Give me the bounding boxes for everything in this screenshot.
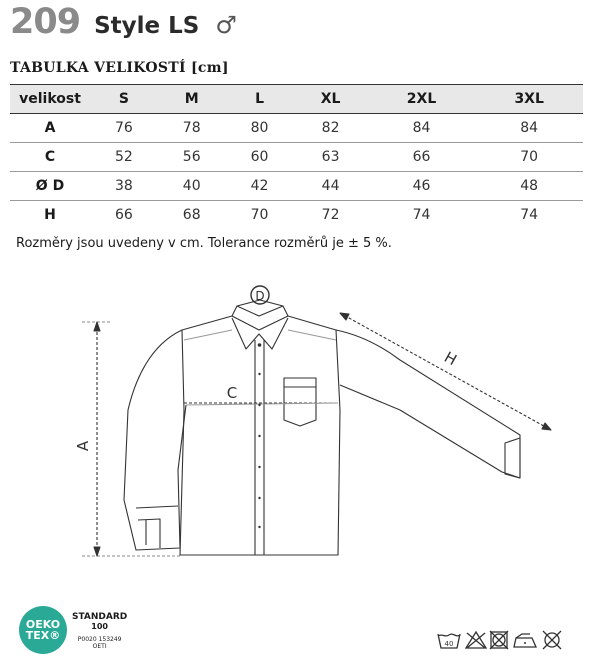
label-d: D bbox=[255, 289, 265, 303]
label-h: H bbox=[441, 348, 460, 370]
table-cell: 78 bbox=[158, 114, 226, 143]
care-symbols bbox=[436, 630, 572, 652]
column-header: XL bbox=[293, 85, 367, 114]
no-bleach-icon bbox=[466, 632, 486, 648]
table-cell: 38 bbox=[90, 172, 158, 201]
wash-40-icon bbox=[438, 634, 460, 648]
table-cell: 44 bbox=[293, 172, 367, 201]
measure-h-line bbox=[340, 313, 551, 430]
male-symbol-icon: ♂ bbox=[215, 11, 237, 39]
oeko-tex-logo-icon bbox=[19, 606, 67, 654]
product-name: Style LS bbox=[94, 13, 200, 39]
wash-temp: 40 bbox=[444, 640, 454, 648]
table-cell: 70 bbox=[250, 207, 269, 223]
table-cell: 40 bbox=[158, 172, 226, 201]
table-cell: 70 bbox=[475, 143, 583, 172]
column-header: M bbox=[158, 85, 226, 114]
label-a: A bbox=[74, 440, 92, 452]
shirt-buttons bbox=[258, 343, 262, 528]
oeko-institute: OETI bbox=[92, 643, 107, 650]
oeko-certificate: P0020 153249 bbox=[77, 636, 122, 643]
shirt-body bbox=[124, 300, 520, 555]
table-row bbox=[10, 143, 583, 172]
row-label: Ø D bbox=[10, 172, 90, 201]
table-cell: 48 bbox=[475, 172, 583, 201]
table-cell: 84 bbox=[475, 114, 583, 143]
table-cell: 84 bbox=[368, 114, 476, 143]
no-tumble-dry-icon bbox=[490, 631, 508, 649]
column-header: velikost bbox=[10, 85, 90, 114]
oeko-tex-info bbox=[72, 612, 127, 650]
product-header bbox=[10, 2, 237, 44]
oeko-standard: STANDARD bbox=[72, 612, 128, 622]
oeko-standard-number: 100 bbox=[91, 622, 108, 631]
column-header: 2XL bbox=[368, 85, 476, 114]
table-cell: 72 bbox=[321, 207, 340, 223]
table-row bbox=[10, 114, 583, 143]
table-cell: 82 bbox=[293, 114, 367, 143]
size-table-title: TABULKA VELIKOSTÍ [cm] bbox=[10, 60, 229, 76]
column-header: S bbox=[90, 85, 158, 114]
table-cell: 80 bbox=[226, 114, 294, 143]
tolerance-note: Rozměry jsou uvedeny v cm. Tolerance rozměrů je ± 5 %. bbox=[16, 236, 392, 251]
table-cell: 42 bbox=[226, 172, 294, 201]
table-row bbox=[10, 201, 583, 230]
oeko-logo-line1: OEKO bbox=[25, 618, 61, 631]
no-dry-clean-icon bbox=[543, 631, 561, 649]
table-cell: 46 bbox=[368, 172, 476, 201]
table-cell: 66 bbox=[368, 143, 476, 172]
table-cell: 76 bbox=[90, 114, 158, 143]
table-cell: 68 bbox=[182, 207, 201, 223]
iron-low-icon bbox=[514, 634, 536, 647]
column-header: 3XL bbox=[475, 85, 583, 114]
row-label: H bbox=[44, 207, 56, 223]
table-cell: 74 bbox=[412, 207, 431, 223]
table-cell: 74 bbox=[520, 207, 539, 223]
product-code: 209 bbox=[10, 2, 81, 42]
row-label: C bbox=[10, 143, 90, 172]
size-table bbox=[10, 84, 583, 229]
measure-a-line bbox=[82, 322, 180, 556]
table-cell: 60 bbox=[226, 143, 294, 172]
column-header: L bbox=[226, 85, 294, 114]
table-cell: 56 bbox=[158, 143, 226, 172]
long-sleeve-shirt-illustration bbox=[0, 270, 591, 570]
label-c: C bbox=[226, 384, 238, 402]
table-cell: 66 bbox=[114, 207, 133, 223]
table-cell: 52 bbox=[90, 143, 158, 172]
table-cell: 63 bbox=[293, 143, 367, 172]
size-table-header-row bbox=[10, 85, 583, 114]
row-label: A bbox=[10, 114, 90, 143]
table-row bbox=[10, 172, 583, 201]
oeko-logo-line2: TEX® bbox=[25, 629, 61, 642]
